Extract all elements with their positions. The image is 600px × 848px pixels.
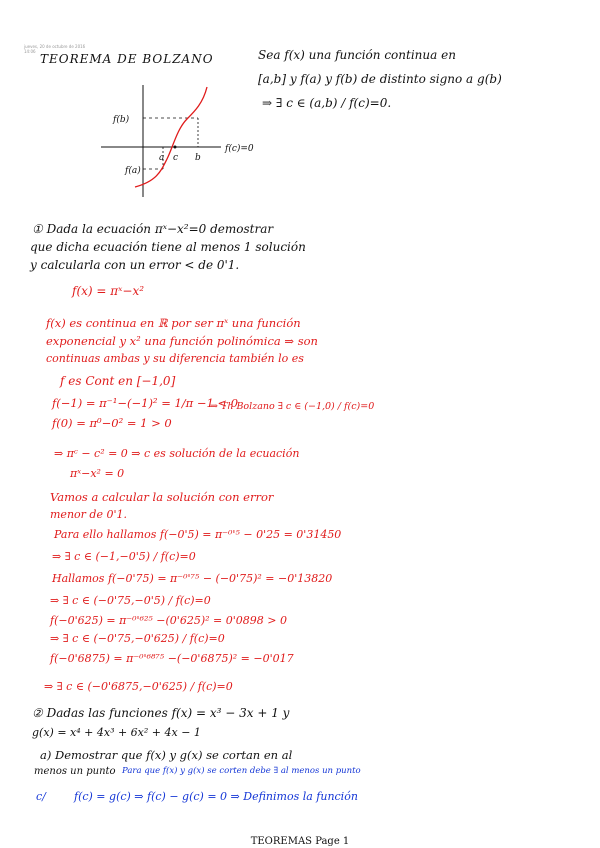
label-b: b — [195, 153, 201, 163]
label-fc: f(c)=0 — [225, 144, 254, 154]
ex1-solution-1: ⇒ πᶜ − c² = 0 ⇒ c es solución de la ecuación — [54, 447, 300, 460]
ex1-iteration-8: ⇒ ∃ c ∈ (−0'6875,−0'625) / f(c)=0 — [44, 680, 233, 693]
ex1-step-2: f(−1) = π⁻¹−(−1)² = 1/π −1 < 0 — [52, 396, 239, 410]
ex1-statement-1: ① Dada la ecuación πˣ−x²=0 demostrar — [32, 222, 274, 236]
ex1-bolzano-note: ⇒ Th Bolzano ∃ c ∈ (−1,0) / f(c)=0 — [210, 401, 375, 412]
ex2-part-a-blue: Para que f(x) y g(x) se corten debe ∃ al menos un punto — [122, 766, 361, 776]
label-c: c — [173, 153, 179, 163]
ex2-part-c-label: c/ — [36, 790, 46, 803]
ex1-iteration-4: ⇒ ∃ c ∈ (−0'75,−0'5) / f(c)=0 — [50, 594, 211, 607]
ex1-step-1: f es Cont en [−1,0] — [60, 374, 176, 388]
ex2-part-a: a) Demostrar que f(x) y g(x) se cortan en al — [40, 748, 293, 762]
label-a: a — [159, 153, 165, 163]
intro-line-2: [a,b] y f(a) y f(b) de distinto signo a g(b) — [258, 72, 502, 86]
ex1-iteration-1: Para ello hallamos f(−0'5) = π⁻⁰'⁵ − 0'25 = 0'31450 — [54, 528, 342, 541]
label-fa: f(a) — [125, 166, 141, 176]
timestamp-time: 14:06 — [24, 49, 36, 54]
ex1-calc-intro-1: Vamos a calcular la solución con error — [50, 490, 274, 504]
root-point — [174, 146, 177, 149]
ex1-step-3: f(0) = π⁰−0² = 1 > 0 — [52, 416, 172, 430]
ex1-continuity-2: exponencial y x² una función polinómica ⇒ son — [46, 334, 318, 348]
ex1-calc-intro-2: menor de 0'1. — [50, 508, 127, 521]
ex2-part-c: f(c) = g(c) ⇒ f(c) − g(c) = 0 ⇒ Definimos la función — [74, 790, 358, 803]
ex1-iteration-7: f(−0'6875) = π⁻⁰'⁶⁸⁷⁵ −(−0'6875)² = −0'017 — [50, 652, 294, 665]
ex1-solution-2: πˣ−x² = 0 — [70, 467, 125, 480]
bolzano-graph — [95, 85, 265, 200]
ex1-iteration-6: ⇒ ∃ c ∈ (−0'75,−0'625) / f(c)=0 — [50, 632, 225, 645]
ex1-statement-3: y calcularla con un error < de 0'1. — [30, 258, 240, 272]
timestamp-date: jueves, 20 de octubre de 2016 — [24, 44, 86, 49]
ex1-function: f(x) = πˣ−x² — [72, 284, 145, 298]
ex1-continuity-1: f(x) es continua en ℝ por ser πˣ una función — [46, 316, 301, 330]
function-curve — [135, 87, 207, 187]
page-title: TEOREMA DE BOLZANO — [40, 52, 214, 66]
ex1-iteration-5: f(−0'625) = π⁻⁰'⁶²⁵ −(0'625)² = 0'0898 > 0 — [50, 614, 287, 627]
ex1-statement-2: que dicha ecuación tiene al menos 1 solución — [30, 240, 306, 254]
ex2-statement-1: ② Dadas las funciones f(x) = x³ − 3x + 1 y — [32, 706, 290, 720]
intro-line-1: Sea f(x) una función continua en — [258, 48, 456, 62]
intro-line-3: ⇒ ∃ c ∈ (a,b) / f(c)=0. — [262, 96, 392, 110]
ex1-iteration-2: ⇒ ∃ c ∈ (−1,−0'5) / f(c)=0 — [52, 550, 196, 563]
ex2-part-a-2: menos un punto — [34, 766, 116, 777]
ex2-statement-2: g(x) = x⁴ + 4x³ + 6x² + 4x − 1 — [32, 726, 201, 739]
label-fb: f(b) — [113, 115, 130, 125]
page-footer: TEOREMAS Page 1 — [250, 836, 350, 847]
ex1-iteration-3: Hallamos f(−0'75) = π⁻⁰'⁷⁵ − (−0'75)² = −0'13820 — [52, 572, 333, 585]
ex1-continuity-3: continuas ambas y su diferencia también lo es — [46, 352, 304, 365]
